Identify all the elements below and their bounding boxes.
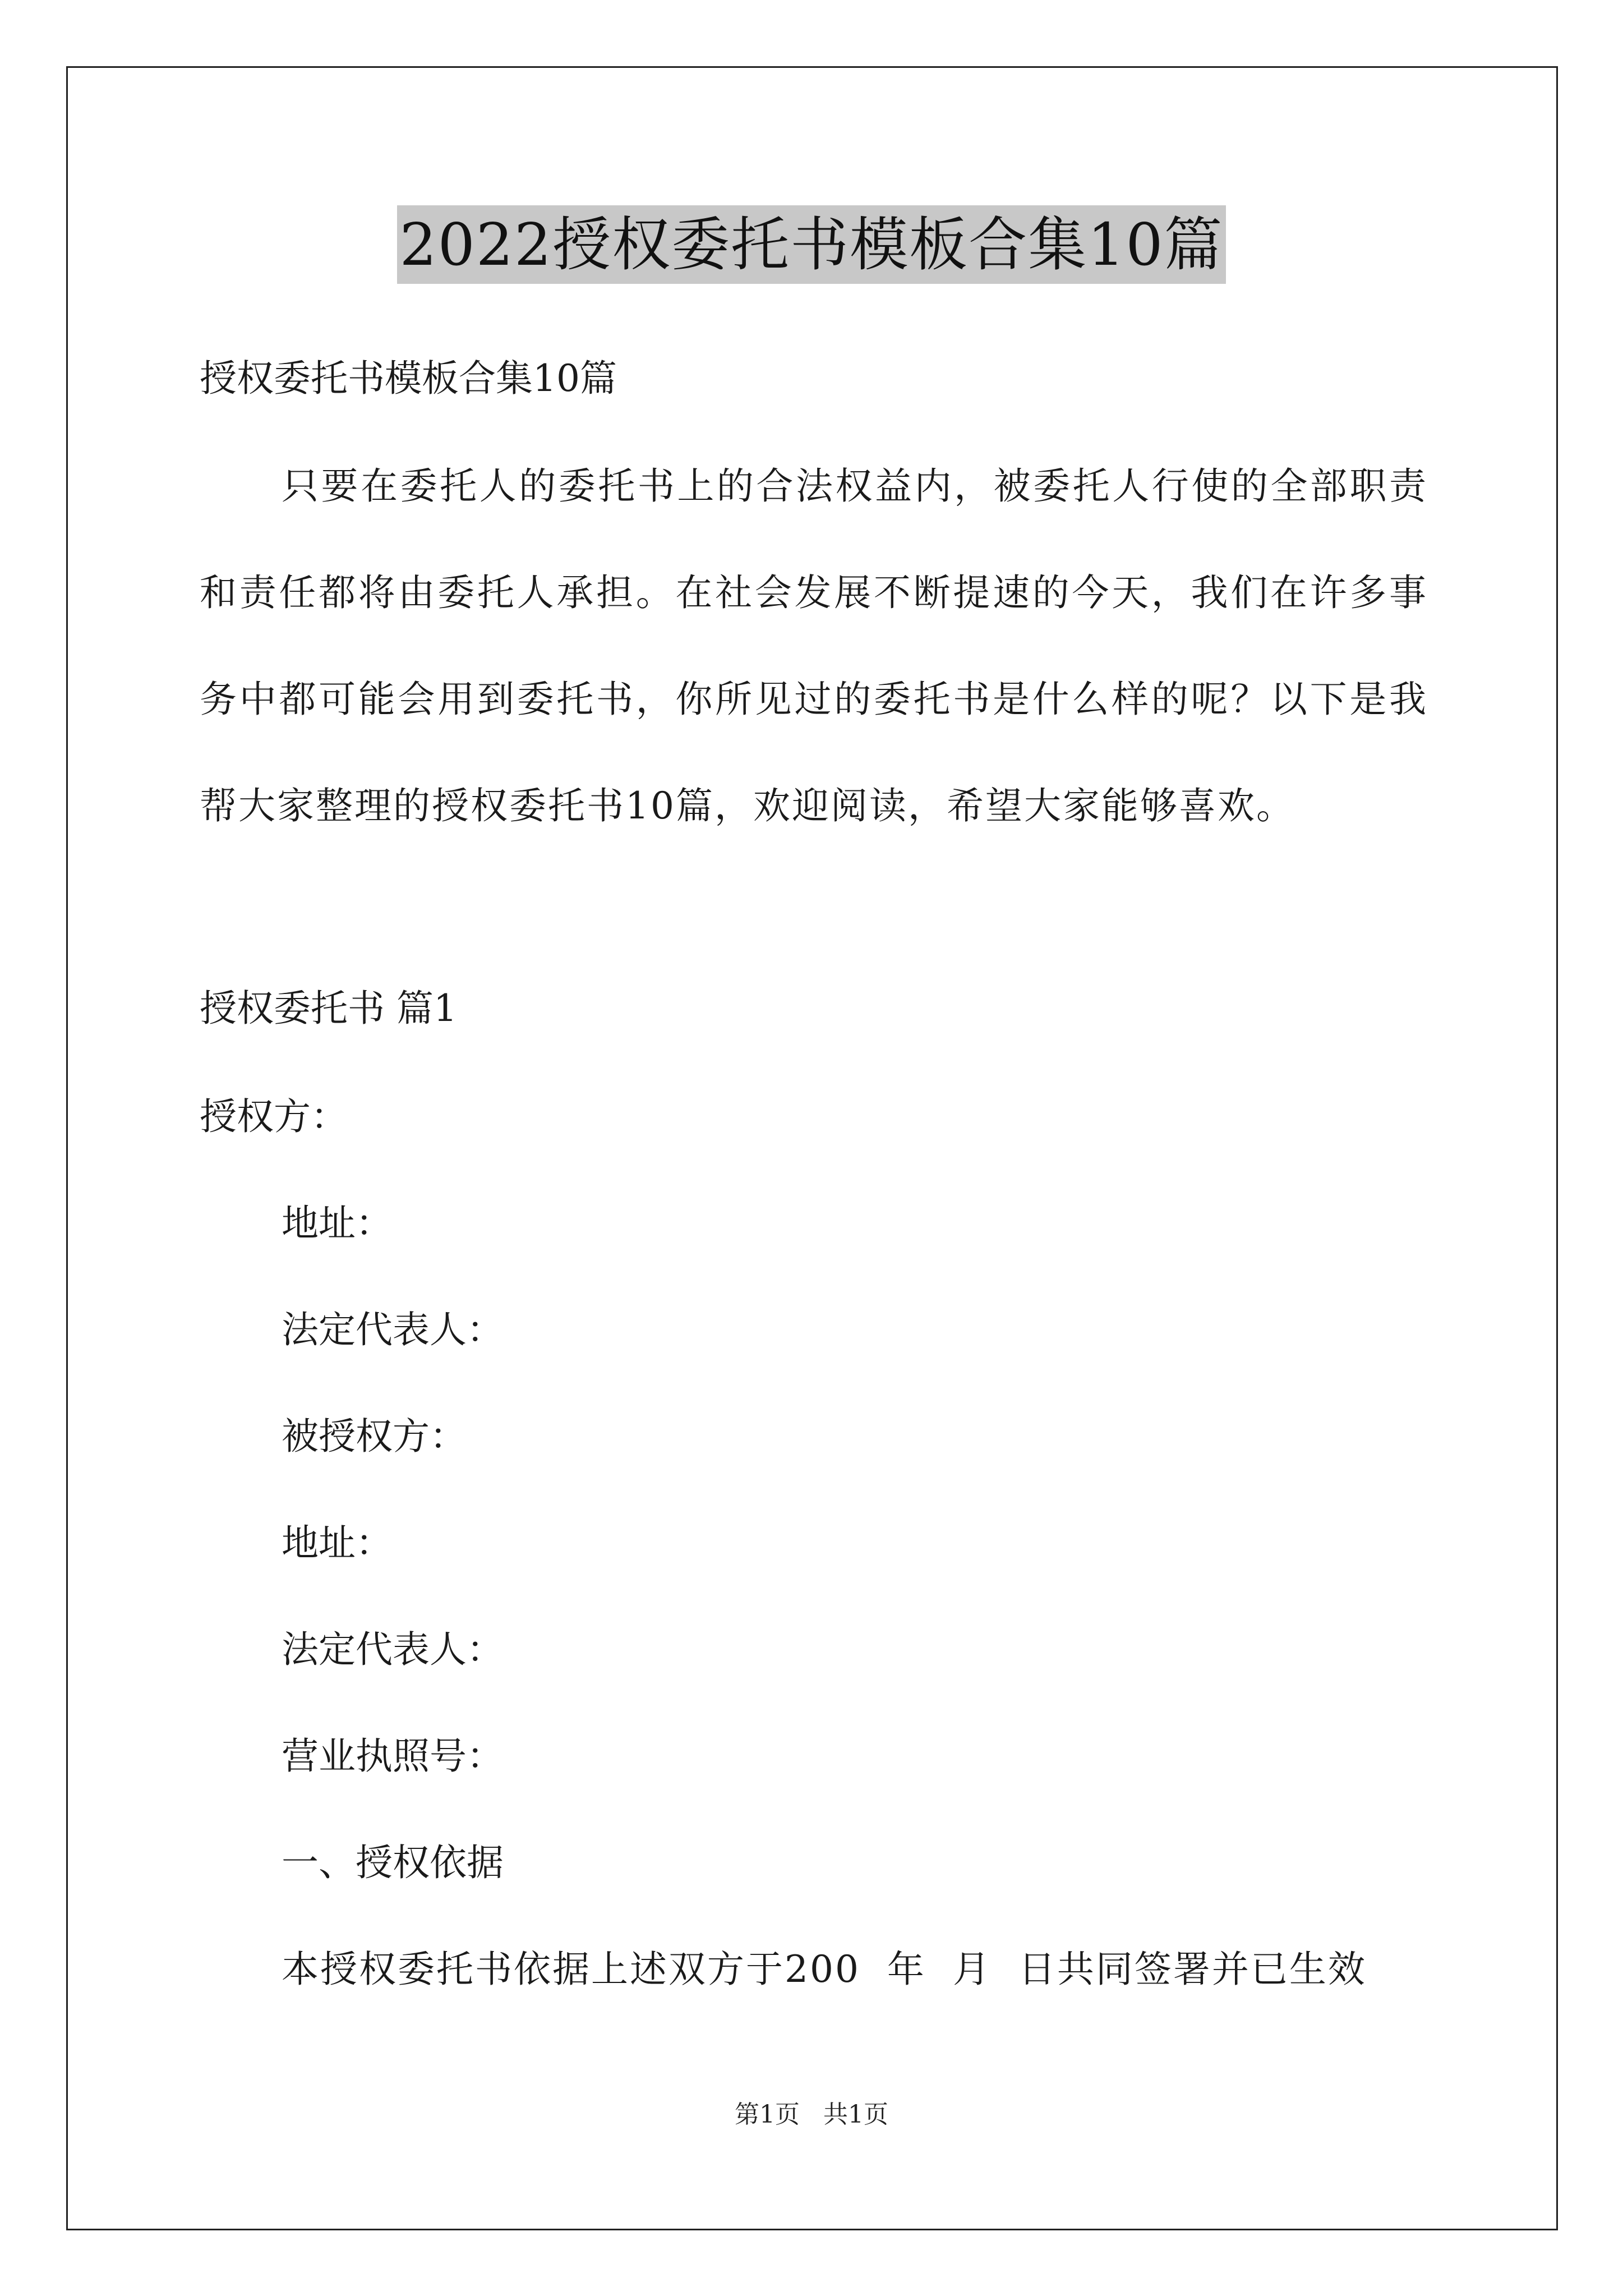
- intro-paragraph: 只要在委托人的委托书上的合法权益内，被委托人行使的全部职责和责任都将由委托人承担。在社会发展不断提速的今天，我们在许多事务中都可能会用到委托书，你所见过的委托书是什么样的呢？以下是我帮大家整理的授权委托书10篇，欢迎阅读，希望大家能够喜欢。: [200, 464, 1428, 827]
- authorization-basis-heading: 一、授权依据: [282, 1841, 504, 1884]
- grantor-label: 授权方：: [200, 1095, 348, 1138]
- document-title: 2022授权委托书模板合集10篇: [397, 205, 1225, 284]
- grantee-address: 地址：: [282, 1521, 393, 1565]
- document-subtitle: 授权委托书模板合集10篇: [200, 357, 617, 400]
- grantor-legal-rep: 法定代表人：: [282, 1308, 504, 1351]
- page-footer: 第1页 共1页: [735, 2100, 888, 2129]
- authorization-basis-text: 本授权委托书依据上述双方于200 年 月 日共同签署并已生效: [282, 1948, 1367, 1991]
- title-container: [0, 205, 1623, 284]
- business-license-number: 营业执照号：: [282, 1734, 504, 1778]
- grantee-label: 被授权方：: [282, 1415, 467, 1458]
- grantee-legal-rep: 法定代表人：: [282, 1628, 504, 1671]
- section-heading: 授权委托书 篇1: [200, 987, 457, 1030]
- grantor-address: 地址：: [282, 1202, 393, 1245]
